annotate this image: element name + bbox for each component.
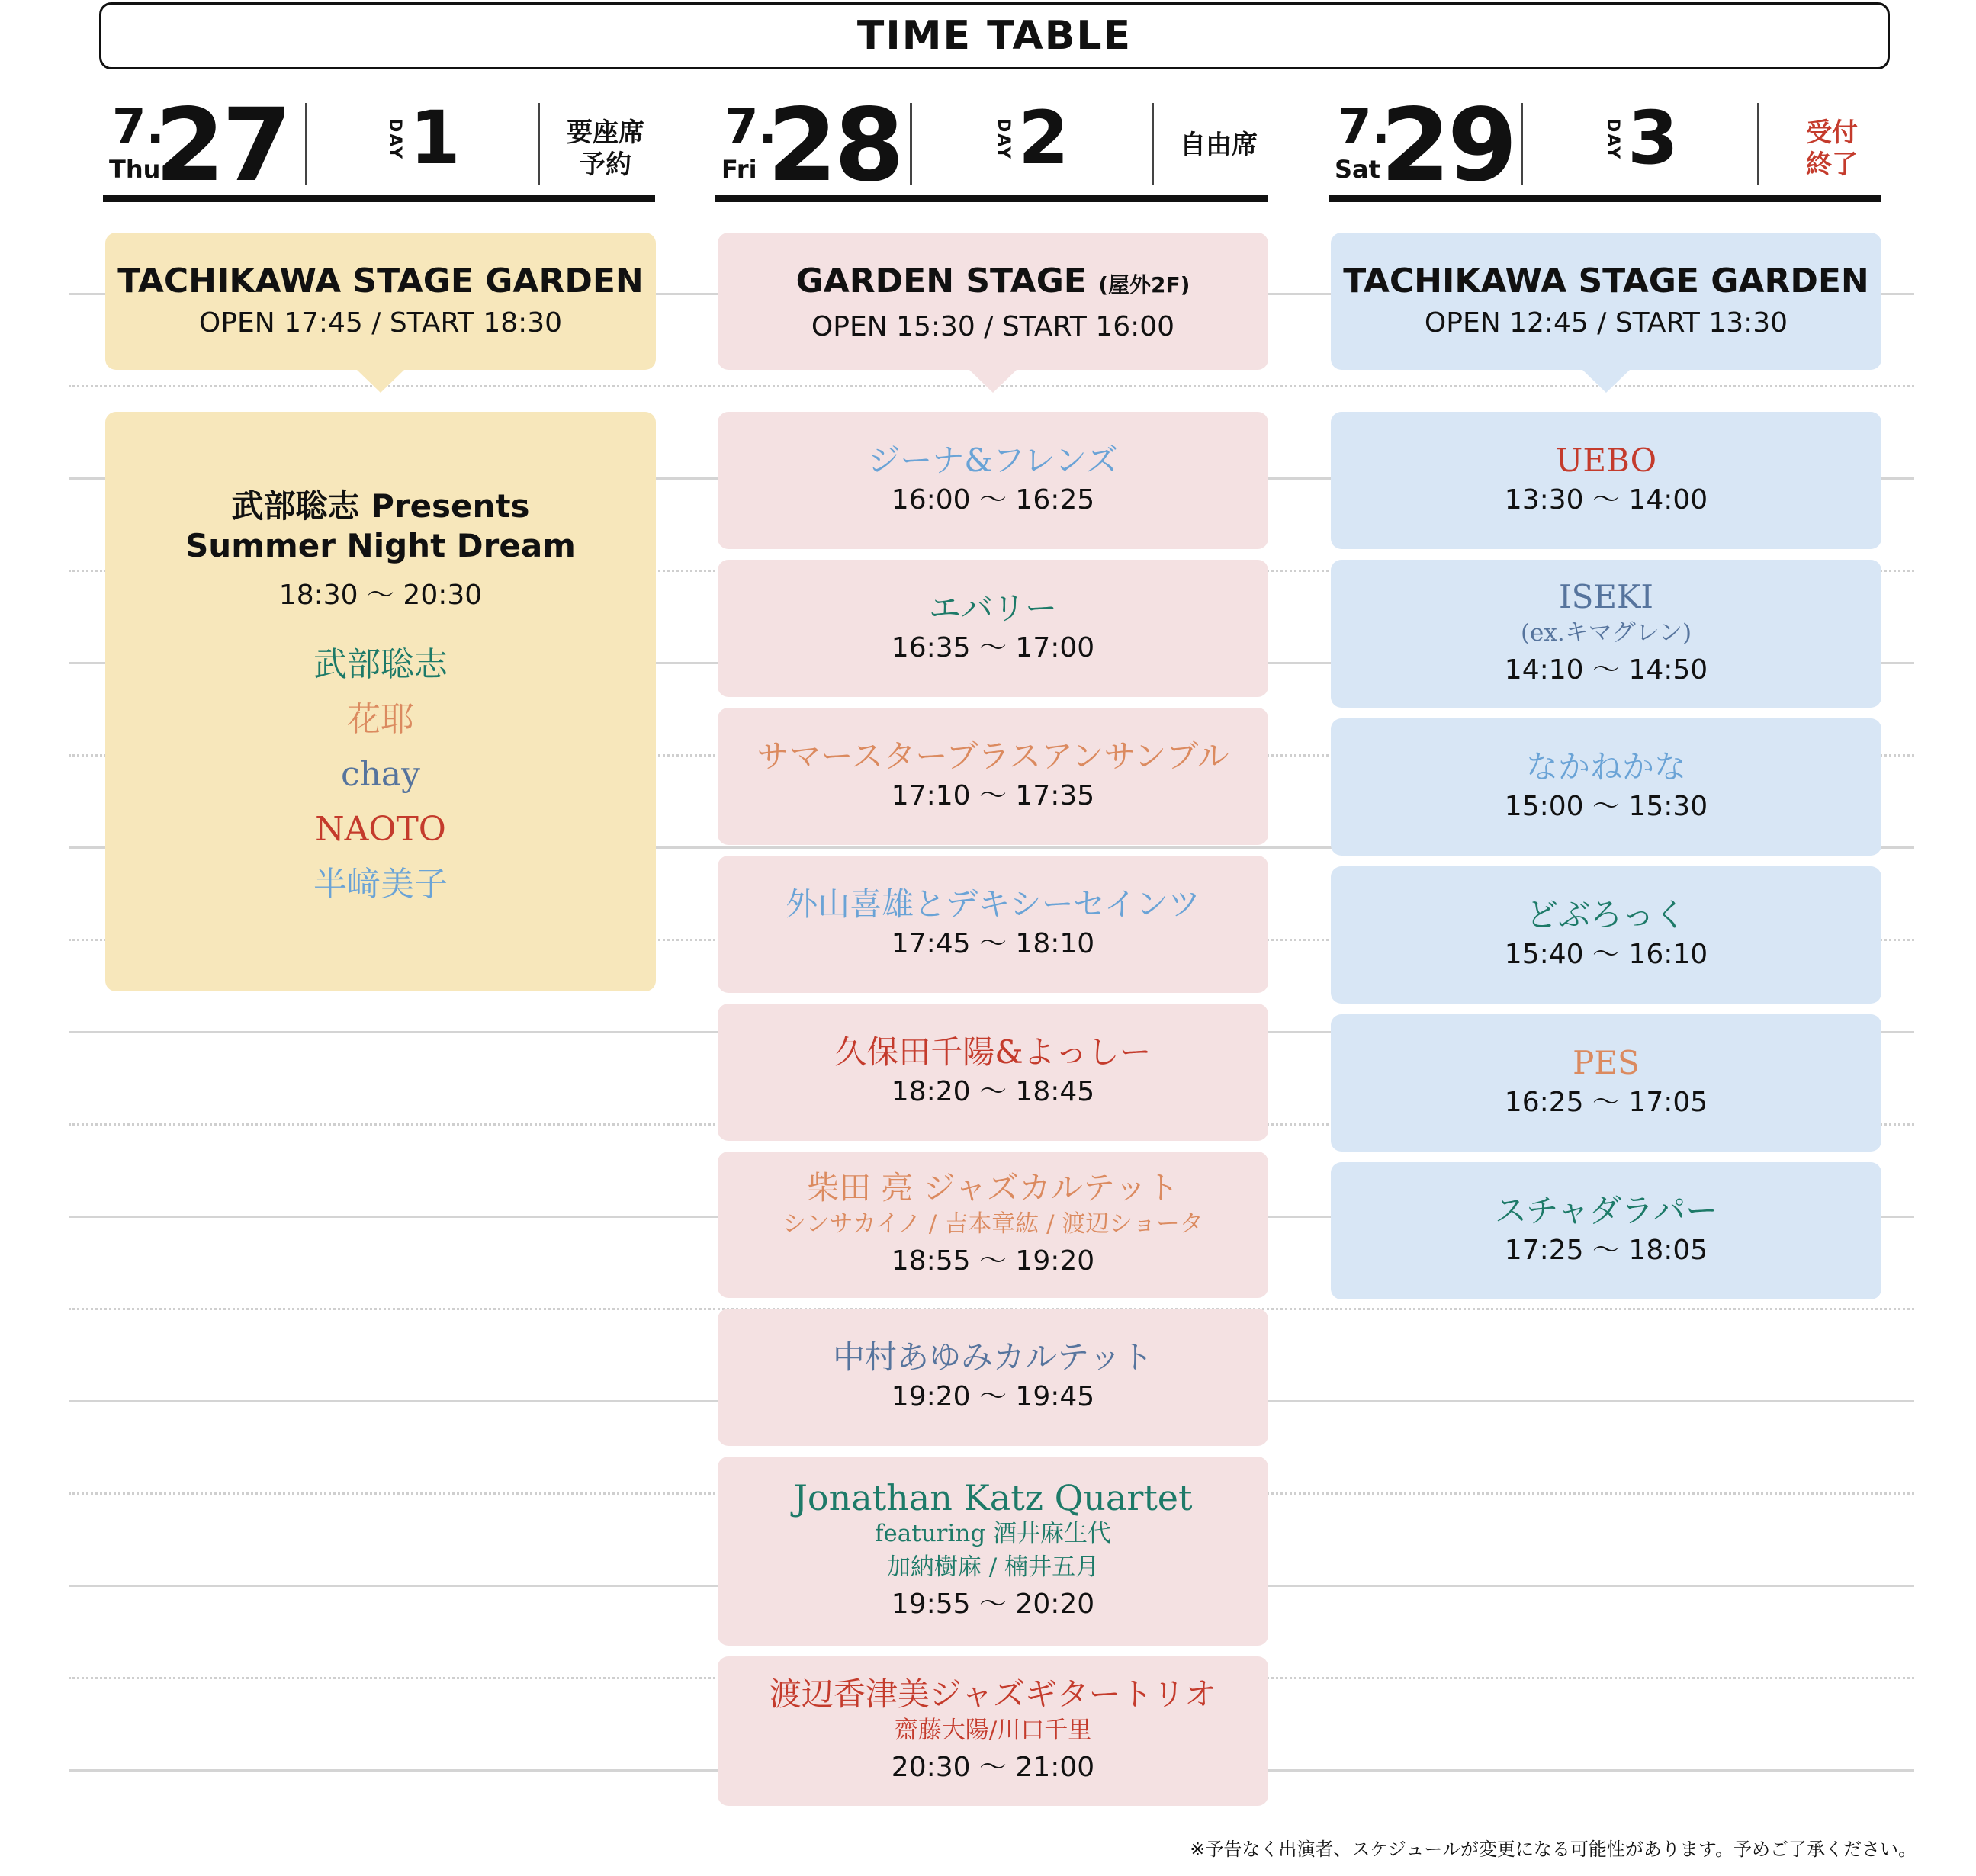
day1-event-time: 18:30 〜 20:30 (278, 580, 483, 611)
performer-note: (ex.キマグレン) (1520, 619, 1692, 647)
performance-card (718, 1004, 1268, 1141)
performance-time: 16:35 〜 17:00 (891, 632, 1095, 663)
day1-stage-arrow (356, 369, 405, 393)
performer-name: Jonathan Katz Quartet (793, 1477, 1193, 1518)
day1-event-card (105, 412, 656, 991)
performance-time: 17:10 〜 17:35 (891, 780, 1095, 811)
performer-members: 加納樹麻 / 楠井五月 (886, 1553, 1100, 1581)
performer-name: 中村あゆみカルテット (832, 1338, 1153, 1376)
timetable-title: TIME TABLE (99, 2, 1890, 69)
performance-time: 17:25 〜 18:05 (1504, 1235, 1708, 1266)
day1-event-title: Summer Night Dream (185, 527, 576, 564)
day1-stage-name: TACHIKAWA STAGE GARDEN (117, 262, 644, 300)
day3-month: 7. (1338, 99, 1390, 156)
performer-name: 渡辺香津美ジャズギタートリオ (769, 1675, 1217, 1713)
day2-month: 7. (725, 99, 777, 156)
performance-card (718, 1656, 1268, 1806)
artist-name: chay (340, 755, 421, 794)
performance-card (1331, 412, 1881, 549)
day1-seat-status: 要座席 予約 (567, 117, 644, 180)
day1-event-title: 武部聡志 Presents (231, 487, 530, 525)
performance-time: 19:20 〜 19:45 (891, 1381, 1095, 1412)
performance-card (718, 1152, 1268, 1298)
day3-stage-name: TACHIKAWA STAGE GARDEN (1343, 262, 1869, 300)
performance-card (718, 708, 1268, 845)
day1-weekday: Thu (109, 155, 161, 184)
day3-day-label: DAY (1603, 118, 1622, 161)
performance-time: 17:45 〜 18:10 (891, 928, 1095, 959)
artist-name: NAOTO (315, 810, 446, 849)
day3-weekday: Sat (1335, 155, 1380, 184)
day3-header (1329, 87, 1881, 204)
artist-name: 半﨑美子 (313, 865, 448, 904)
day1-separator (538, 103, 540, 185)
day2-separator (1152, 103, 1154, 185)
performance-time: 13:30 〜 14:00 (1504, 484, 1708, 516)
day3-stage-card (1331, 233, 1881, 370)
day2-stage-name: GARDEN STAGE (屋外2F) (795, 262, 1190, 300)
performer-members: 齋藤大陽/川口千里 (894, 1717, 1092, 1744)
day2-stage-card (718, 233, 1268, 370)
day3-stage-time: OPEN 12:45 / START 13:30 (1424, 307, 1788, 339)
performer-name: PES (1573, 1044, 1640, 1081)
performance-time: 18:55 〜 19:20 (891, 1245, 1095, 1277)
performer-name: 柴田 亮 ジャズカルテット (807, 1169, 1179, 1206)
performer-featuring: featuring 酒井麻生代 (874, 1520, 1112, 1547)
day2-weekday: Fri (721, 155, 757, 184)
day2-seat-status: 自由席 (1180, 130, 1258, 160)
day2-stage-time: OPEN 15:30 / START 16:00 (811, 311, 1175, 342)
day1-stage-card (105, 233, 656, 370)
day2-stage-arrow (969, 369, 1017, 393)
artist-name: 武部聡志 (313, 645, 448, 684)
performance-card (718, 1309, 1268, 1446)
performance-time: 18:20 〜 18:45 (891, 1076, 1095, 1107)
performance-time: 15:40 〜 16:10 (1504, 939, 1708, 970)
day2-day-label: DAY (994, 118, 1013, 161)
day1-stage-time: OPEN 17:45 / START 18:30 (198, 307, 563, 339)
performer-name: ISEKI (1559, 578, 1653, 615)
performance-time: 16:00 〜 16:25 (891, 484, 1095, 516)
performance-card (718, 412, 1268, 549)
performer-name: UEBO (1555, 442, 1657, 479)
day3-day-number: 3 (1627, 95, 1679, 181)
day1-day-number: 1 (410, 95, 461, 181)
performance-card (1331, 718, 1881, 856)
performer-name: 外山喜雄とデキシーセインツ (786, 885, 1200, 923)
performer-name: なかねかな (1525, 748, 1686, 785)
performance-time: 15:00 〜 15:30 (1504, 791, 1708, 822)
performer-name: サマースターブラスアンサンブル (757, 737, 1229, 775)
performer-name: 久保田千陽&よっしー (834, 1033, 1152, 1071)
day1-day-label: DAY (385, 118, 404, 161)
performance-card (718, 1457, 1268, 1646)
performance-card (718, 560, 1268, 697)
day3-separator (1757, 103, 1759, 185)
day1-date: 27 (155, 87, 289, 204)
day2-separator (910, 103, 912, 185)
performer-name: スチャダラパー (1495, 1192, 1717, 1229)
day2-stage-sub: (屋外2F) (1098, 272, 1190, 297)
day2-day-number: 2 (1018, 95, 1069, 181)
performance-time: 20:30 〜 21:00 (891, 1752, 1095, 1783)
performer-name: どぶろっく (1525, 896, 1686, 933)
performance-time: 14:10 〜 14:50 (1504, 654, 1708, 686)
day3-separator (1521, 103, 1523, 185)
day3-date: 29 (1380, 87, 1515, 204)
performance-card (1331, 1162, 1881, 1299)
performer-name: ジーナ&フレンズ (868, 442, 1118, 479)
day1-month: 7. (112, 99, 165, 156)
day3-stage-arrow (1582, 369, 1631, 393)
performance-time: 16:25 〜 17:05 (1504, 1087, 1708, 1118)
performance-card (718, 856, 1268, 993)
performance-time: 19:55 〜 20:20 (891, 1588, 1095, 1620)
performer-name: エバリー (928, 589, 1057, 627)
day1-artist-list (105, 638, 656, 912)
day1-header (103, 87, 655, 204)
disclaimer-note: ※予告なく出演者、スケジュールが変更になる可能性があります。予めご了承ください。 (1190, 1839, 1917, 1860)
day2-header (715, 87, 1268, 204)
day1-separator (305, 103, 307, 185)
performance-card (1331, 560, 1881, 708)
day3-seat-status: 受付 終了 (1806, 117, 1858, 180)
performance-card (1331, 1014, 1881, 1152)
day2-date: 28 (767, 87, 901, 204)
performer-members: シンサカイノ / 吉本章紘 / 渡辺ショータ (782, 1210, 1203, 1238)
performance-card (1331, 866, 1881, 1004)
artist-name: 花耶 (347, 700, 414, 739)
